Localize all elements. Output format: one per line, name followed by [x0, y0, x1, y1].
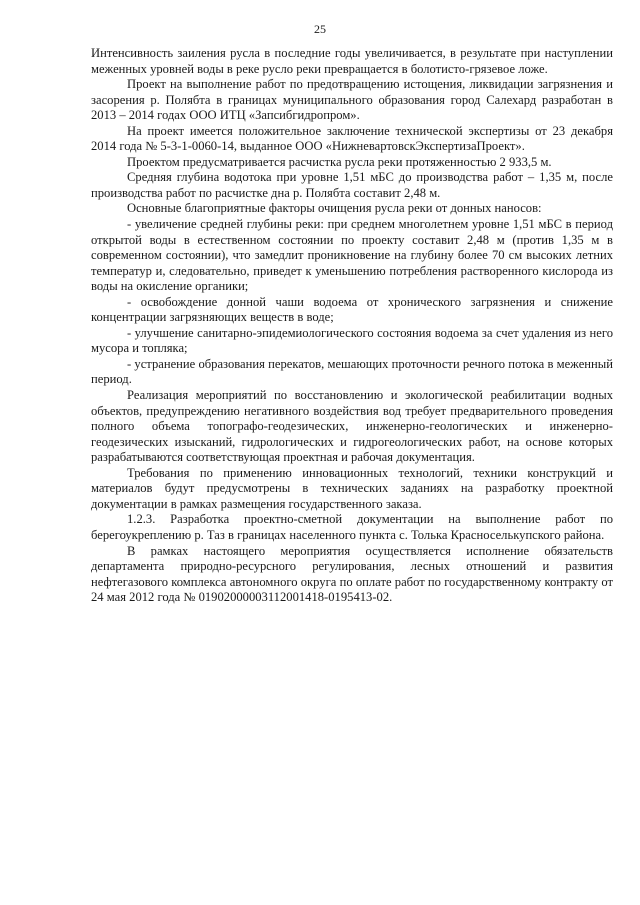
list-item-depth-increase: - увеличение средней глубины реки: при среднем многолетнем уровне 1,51 мБС в период открытой воды в естественном состоянии по проекту составит 2,48 м (против 1,35 м в современном состоянии), что замедлит проникновение на глубину более 70 см высоких летних температур и, следовательно, приведет к уменьшению потребления растворенного кислорода из воды на окисление органики;	[91, 217, 613, 294]
paragraph-favorable-factors: Основные благоприятные факторы очищения русла реки от донных наносов:	[127, 201, 542, 216]
paragraph-section-1-2-3: 1.2.3. Разработка проектно-сметной документации на выполнение работ по берегоукреплению р. Таз в границах населенного пункта с. Толька Красноселькупского района.	[91, 512, 613, 542]
paragraph-depth-values: Средняя глубина водотока при уровне 1,51 мБС до производства работ – 1,35 м, после производства работ по расчистке дна р. Полябта составит 2,48 м.	[91, 170, 613, 200]
list-item-rifts-elimination: - устранение образования перекатов, мешающих проточности речного потока в меженный период.	[91, 356, 613, 387]
paragraph-channel-clearing: Проектом предусматривается расчистка русла реки протяженностью 2 933,5 м.	[127, 154, 552, 169]
paragraph-surveys-required: Реализация мероприятий по восстановлению и экологической реабилитации водных объектов, предупреждению негативного воздействия вод требует предварительного проведения полного объема топографо-геодезических, инженерно-геологических и инженерно-геодезических изысканий, гидрологических и гидрогеологических работ, на основе которых разрабатываются соответствующая проектная и рабочая документация.	[91, 388, 613, 465]
paragraph-silting-intensity: Интенсивность заиления русла в последние годы увеличивается, в результате при наступлении меженных уровней воды в реке русло реки превращается в болотисто-грязевое ложе.	[91, 46, 613, 76]
list-item-bottom-cleaning: - освобождение донной чаши водоема от хронического загрязнения и снижение концентрации загрязняющих веществ в воде;	[91, 294, 613, 325]
document-body	[91, 46, 613, 606]
paragraph-expert-review: На проект имеется положительное заключение технической экспертизы от 23 декабря 2014 года № 5-3-1-0060-14, выданное ООО «НижневартовскЭкспертизаПроект».	[91, 123, 613, 154]
paragraph-project-development: Проект на выполнение работ по предотвращению истощения, ликвидации загрязнения и засорения р. Полябта в границах муниципального образования город Салехард разработан в 2013 – 2014 годах ООО ИТЦ «Запсибгидропром».	[91, 77, 613, 123]
paragraph-contract-obligations: В рамках настоящего мероприятия осуществляется исполнение обязательств департамента природно-ресурсного регулирования, лесных отношений и развития нефтегазового комплекса автономного округа по оплате работ по государственному контракту от 24 мая 2012 года № 01902000003112001418-0195413-02.	[91, 543, 613, 605]
paragraph-innovation-requirements: Требования по применению инновационных технологий, техники конструкций и материалов будут предусмотрены в технических заданиях на разработку проектной документации в рамках размещения государственного заказа.	[91, 465, 613, 511]
list-item-sanitary-improvement: - улучшение санитарно-эпидемиологического состояния водоема за счет удаления из него мусора и топляка;	[91, 325, 613, 356]
page-number: 25	[314, 22, 326, 36]
